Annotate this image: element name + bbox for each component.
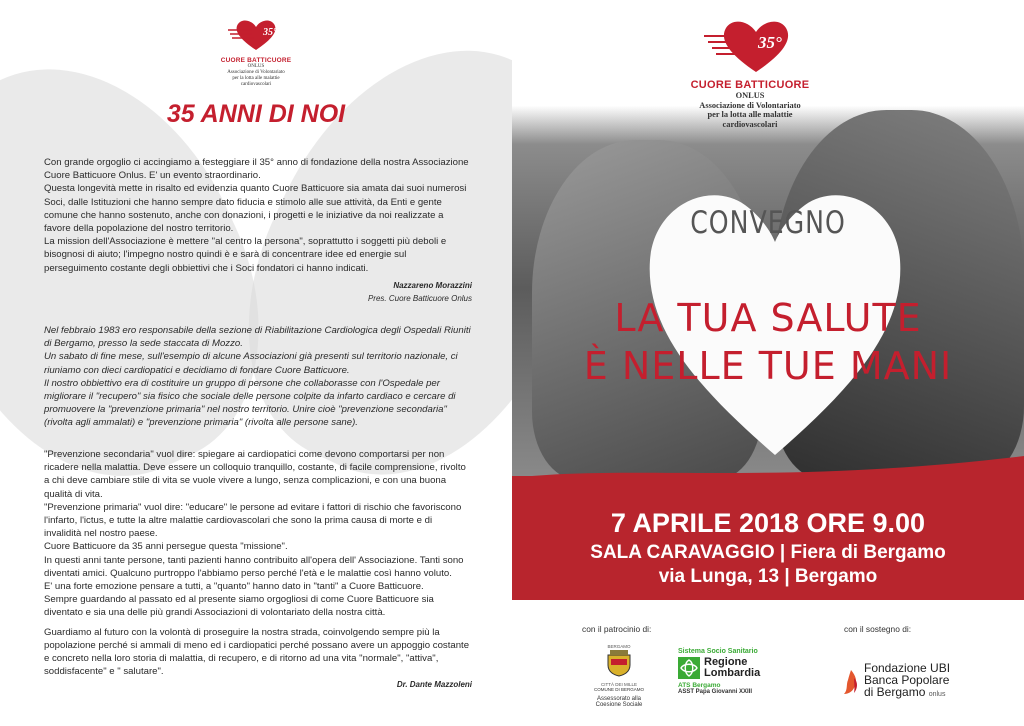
- ubi-flame-icon: [842, 668, 860, 696]
- event-date: 7 APRILE 2018 ORE 9.00: [610, 508, 926, 538]
- signature-name: Nazzareno Morazzini: [393, 280, 472, 290]
- sponsor-fondazione-ubi: [842, 662, 982, 701]
- heart-logo-icon: [226, 18, 286, 52]
- event-type: CONVEGNO: [690, 204, 846, 241]
- logo-small: [0, 18, 512, 88]
- paragraph: Guardiamo al futuro con la volontà di proseguire la nostra strada, coinvolgendo sempre più la popolazione perché si ammali di meno ed i cardiopatici perché possano avere un appoggio costante e concreto nella loro storia di malattia, di recupero, e di ritorno ad una vita "normale", "attiva", soddisfacente" e " salutare".: [44, 626, 470, 678]
- paragraph: Sempre guardando al passato ed al presente siamo orgogliosi di come Cuore Batticuore sia diventato e sia una delle più grandi Associazioni di volontariato della nostra città.: [44, 594, 434, 619]
- event-venue: SALA CARAVAGGIO | Fiera di Bergamo: [590, 542, 946, 563]
- paragraph: Con grande orgoglio ci accingiamo a festeggiare il 35° anno di fondazione della nostra Associazione Cuore Batticuore Onlus. E' un evento straordinario.: [44, 157, 469, 182]
- logo-sub-small-3: cardiovascolari: [240, 82, 272, 87]
- ubi-line-2: Banca Popolare: [864, 673, 950, 687]
- regione-name-2: Lombardia: [704, 667, 761, 679]
- comune-assessorato-1: Assessorato alla: [596, 696, 642, 702]
- patrocinio-label: con il patrocinio di:: [582, 624, 652, 634]
- regione-name-1: Regione: [704, 656, 748, 668]
- headline-line-2: È NELLE TUE MANI: [583, 344, 953, 388]
- right-panel: [512, 0, 1024, 726]
- paragraph: La mission dell'Associazione è mettere "al centro la persona", soprattutto i soggetti più deboli e bisognosi di aiuto; l'impegno nostro quindi è e sarà di concentrare idee ed energie sul perseguimento costante degli obbiettivi che i Soci fondatori ci hanno indicati.: [44, 236, 447, 274]
- logo-name: CUORE BATTICUORE: [690, 79, 810, 91]
- paragraph: Cuore Batticuore da 35 anni persegue questa "missione".: [44, 541, 288, 553]
- paragraph: Il nostro obbiettivo era di costituire un gruppo di persone che collaborasse con l'Ospedale per migliorare il "recupero" sia fisico che sociale delle persone colpite da infarto cardiaco e cercare di promuovere la "prevenzione primaria" nel nostro territorio. Unire cioè "prevenzione secondaria" (rivolta agli ammalati) e "prevenzione primaria" (rivolta alle persone sane).: [44, 377, 456, 429]
- comune-assessorato-2: Coesione Sociale: [595, 702, 643, 708]
- logo-onlus: ONLUS: [735, 91, 765, 100]
- sostegno-label: con il sostegno di:: [844, 624, 912, 634]
- paragraph: "Prevenzione primaria" vuol dire: "educare" le persone ad evitare i fattori di rischio che favoriscono l'infarto, l'ictus, e tutte la altre malattie cardiovascolari che sono la prima causa di morte e di invalidità nel nostro paese.: [44, 501, 462, 540]
- event-address: via Lunga, 13 | Bergamo: [658, 566, 878, 587]
- logo-anniversary-small: 35°: [263, 27, 277, 38]
- paragraph: E' una forte emozione pensare a tutti, a "quanto" hanno dato in "tanti" a Cuore Batticuore.: [44, 581, 424, 593]
- ubi-line-3: di Bergamo: [864, 685, 926, 699]
- regione-lombardia-icon: [678, 657, 700, 679]
- paragraph: Un sabato di fine mese, sull'esempio di alcune Associazioni già presenti sul territorio nazionale, ci riuniamo con dieci cardiopatici e decidiamo di fondare Cuore Batticuore.: [44, 351, 458, 376]
- logo-sub-small-1: Associazione di Volontariato: [227, 70, 285, 75]
- comune-top: BERGAMO: [607, 644, 631, 649]
- paragraph: "Prevenzione secondaria" vuol dire: spiegare ai cardiopatici come devono comportarsi per non ricadere nella malattia. Deve essere un colloquio tranquillo, costante, di facile comprensione, rivolto a chi deve cambiare stile di vita se vuole vivere a lungo, senza complicazioni, e con una buona qualità di vita.: [44, 449, 466, 500]
- intro-text-block: [44, 156, 472, 305]
- logo-large: [670, 18, 830, 129]
- paragraph: Questa longevità mette in risalto ed evidenzia quanto Cuore Batticuore sia amata dai suoi numerosi Soci, dalle Istituzioni che hanno sempre dato fiducia e stimolo alle sue attività, da Enti e gente comune che hanno sostenuto, anche con donazioni, i progetti e le iniziative da noi realizzate a favore della popolazione del nostro territorio.: [44, 183, 467, 235]
- ubi-line-1: Fondazione UBI: [864, 661, 951, 675]
- logo-sub-2: per la lotta alle malattie: [707, 110, 793, 119]
- heart-logo-icon: [700, 18, 800, 74]
- signature-name-2: Dr. Dante Mazzoleni: [396, 680, 472, 690]
- ats-name: ATS Bergamo: [678, 682, 721, 689]
- headline-line-1: LA TUA SALUTE: [614, 296, 922, 340]
- history-text-block: [44, 324, 472, 430]
- signature-role: Pres. Cuore Batticuore Onlus: [367, 294, 472, 304]
- asst-name: ASST Papa Giovanni XXIII: [678, 689, 753, 695]
- comune-label: COMUNE DI BERGAMO: [593, 687, 644, 692]
- paragraph: In questi anni tante persone, tanti pazienti hanno contribuito all'opera dell' Associazione. Tanti sono diventati amici. Qualcuno purtroppo l'abbiamo perso perché l'età e le malattie così hanno voluto.: [44, 554, 464, 579]
- comune-mid: CITTÀ DEI MILLE: [600, 682, 637, 687]
- page-title: 35 ANNI DI NOI: [166, 100, 346, 128]
- paragraph: Nel febbraio 1983 ero responsabile della sezione di Riabilitazione Cardiologica degli Ospedali Riuniti di Bergamo, presso la sede staccata di Mozzo.: [44, 325, 471, 350]
- ubi-onlus: onlus: [928, 691, 946, 698]
- logo-onlus-small: ONLUS: [247, 64, 265, 69]
- sponsor-comune-bergamo: [588, 644, 650, 708]
- mission-text-block: [44, 448, 472, 692]
- logo-anniversary: 35°: [758, 33, 782, 52]
- logo-name-small: CUORE BATTICUORE: [220, 57, 292, 64]
- coat-of-arms-icon: [606, 649, 632, 677]
- logo-sub-3: cardiovascolari: [722, 119, 778, 129]
- logo-sub-small-2: per la lotta alle malattie: [232, 76, 280, 81]
- regione-top: Sistema Socio Sanitario: [678, 648, 758, 655]
- logo-sub-1: Associazione di Volontariato: [699, 100, 801, 110]
- sponsor-regione-lombardia: [678, 648, 788, 695]
